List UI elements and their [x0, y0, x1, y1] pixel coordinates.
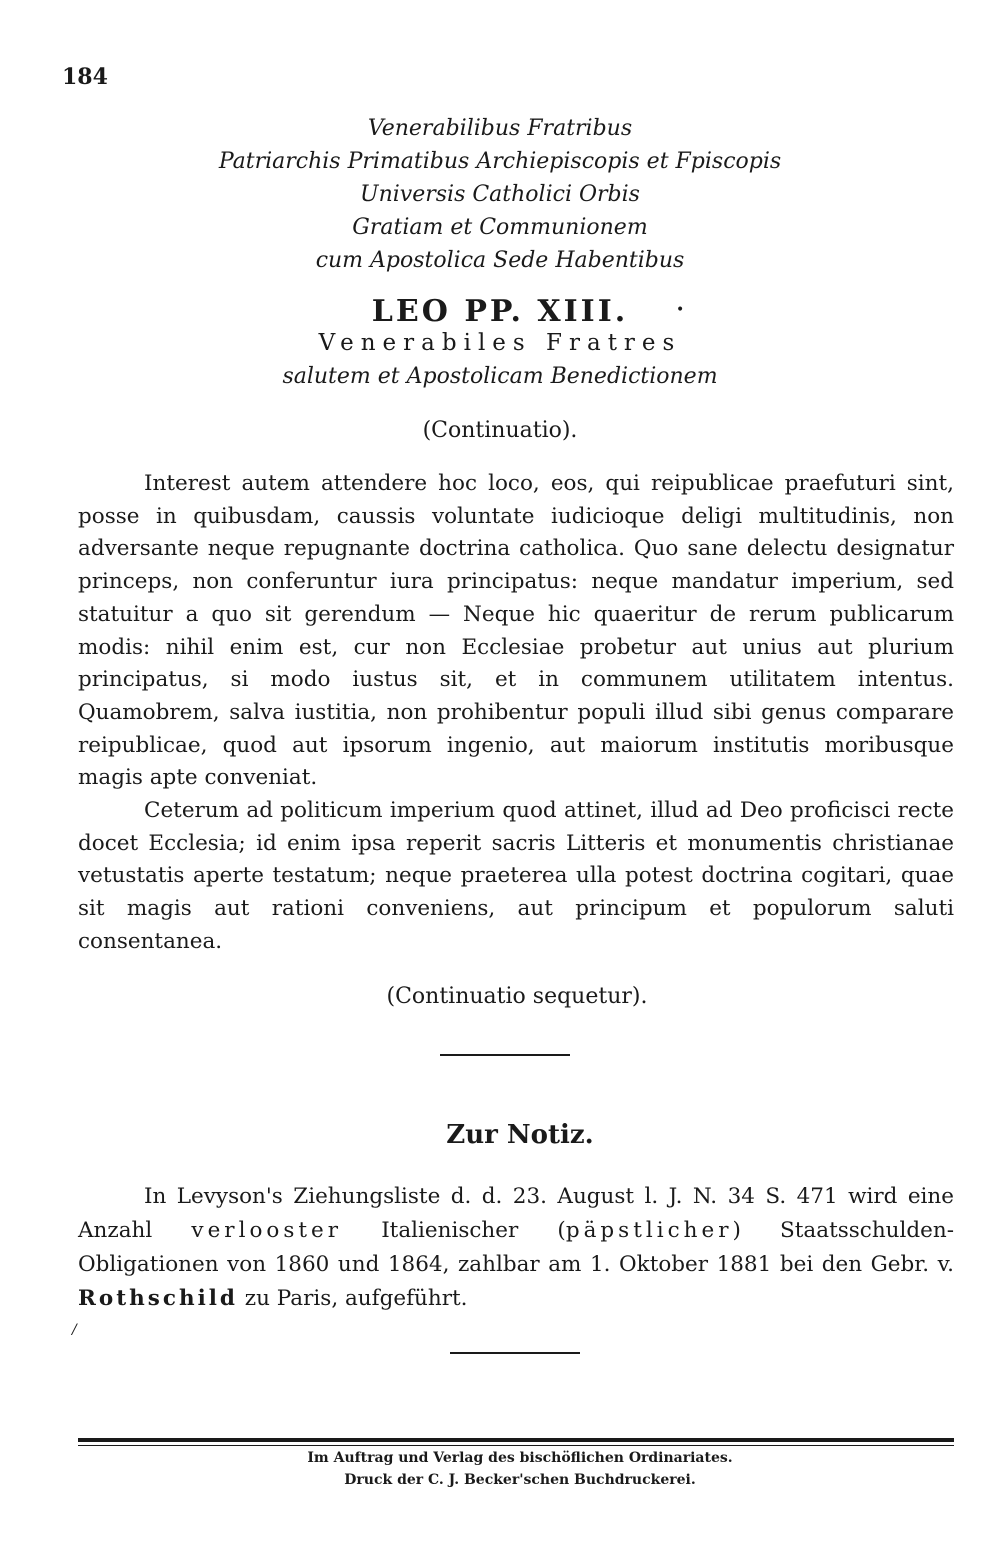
address-line: Universis Catholici Orbis: [360, 182, 640, 207]
encyclical-address: [0, 112, 1000, 277]
footer-publisher: Im Auftrag und Verlag des bischöflichen Ordinariates.: [307, 1450, 733, 1466]
notiz-text-d: zu Paris, aufgeführt.: [237, 1286, 468, 1311]
notiz-verlooster: verlooster: [191, 1218, 343, 1243]
pope-name: LEO PP. XIII.: [371, 294, 629, 329]
greeting: Venerabiles Fratres: [318, 330, 682, 356]
encyclical-body: [78, 468, 954, 959]
notiz-paragraph: [78, 1180, 954, 1316]
salutation: salutem et Apostolicam Benedictionem: [282, 364, 718, 389]
page-number: 184: [62, 64, 108, 90]
footer-rule-thick: [78, 1438, 954, 1442]
paragraph: Ceterum ad politicum imperium quod attinet, illud ad Deo proficisci recte docet Ecclesia; id enim ipsa reperit sacris Litteris et monumentis christianae vetustatis aperte testatum; neque praeterea ulla potest doctrina cogitari, quae sit magis aut rationi conveniens, aut principum et populorum saluti consentanea.: [78, 798, 954, 954]
stray-mark: /: [72, 1322, 77, 1338]
stray-dot: •: [676, 302, 685, 318]
address-line: Gratiam et Communionem: [352, 215, 648, 240]
footer-rule-thin: [78, 1445, 954, 1446]
notiz-text-c: ) Staatsschulden-Obligationen von 1860 und 1864, zahlbar am 1. Oktober 1881 bei den Gebr. v.: [78, 1218, 954, 1277]
paragraph: Interest autem attendere hoc loco, eos, qui reipublicae praefuturi sint, posse in quibusdam, caussis voluntate iudicioque deligi multitudinis, non adversante neque repugnante doctrina catholica. Quo sane delectu designatur princeps, non conferuntur iura principatus: neque mandatur imperium, sed statuitur a quo sit gerendum — Neque hic quaeritur de rerum publicarum modis: nihil enim est, cur non Ecclesiae probetur aut unius aut plurium principatus, si modo iustus sit, et in communem utilitatem intentus. Quamobrem, salva iustitia, non prohibentur populi illud sibi genus comparare reipublicae, quod aut ipsorum ingenio, aut maiorum institutis moribusque magis apte conveniat.: [78, 471, 954, 791]
address-line: cum Apostolica Sede Habentibus: [315, 248, 685, 273]
divider: [440, 1054, 570, 1056]
continuatio-sequetur: (Continuatio sequetur).: [386, 984, 648, 1009]
notiz-text-b: Italienischer (: [342, 1218, 566, 1243]
divider: [450, 1352, 580, 1354]
notiz-notice: [78, 1180, 954, 1316]
notiz-paepstlicher: päpstlicher: [565, 1218, 733, 1243]
continuatio-heading: (Continuatio).: [422, 418, 578, 443]
footer-printer: Druck der C. J. Becker'schen Buchdruckerei.: [344, 1472, 696, 1488]
notiz-title: Zur Notiz.: [446, 1120, 594, 1150]
notiz-rothschild: Rothschild: [78, 1286, 238, 1311]
address-line: Venerabilibus Fratribus: [367, 116, 633, 141]
address-line: Patriarchis Primatibus Archiepiscopis et Fpiscopis: [218, 149, 782, 174]
notiz-text-a: In Levyson's Ziehungsliste d. d. 23. August l. J. N. 34 S. 471 wird eine Anzahl: [78, 1184, 954, 1243]
